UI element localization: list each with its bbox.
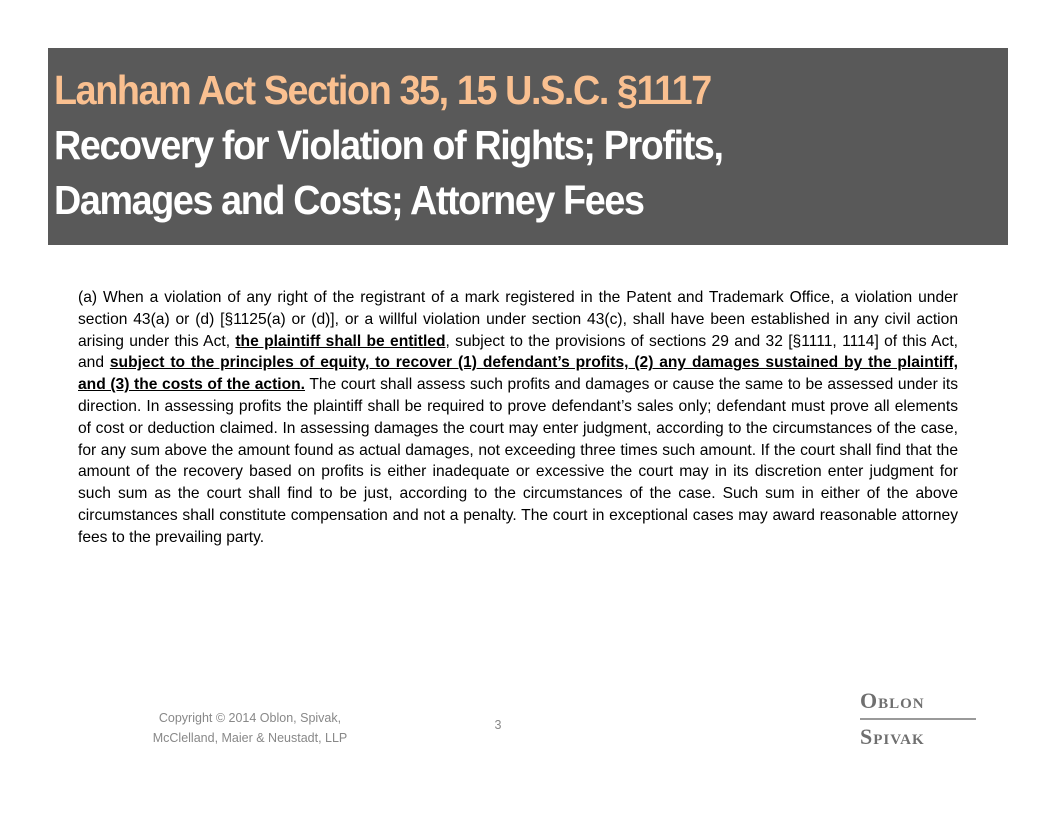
- copyright-line: McClelland, Maier & Neustadt, LLP: [152, 731, 348, 745]
- emphasized-clause: subject to the principles of equity, to recover (1) defendant’s profits, (2) any damages sustained by the plaintiff, and (3) the costs of the action.: [78, 354, 958, 394]
- copyright-line: Copyright © 2014 Oblon, Spivak,: [158, 711, 342, 725]
- firm-logo: [860, 688, 976, 754]
- page-number: 3: [494, 718, 502, 732]
- statute-text-segment: , subject to the provisions of sections 29 and 32 [§1111, 1114] of this Act, and: [78, 332, 959, 372]
- statute-text-segment: (a) When a violation of any right of the registrant of a mark registered in the Patent and Trademark Office, a violation under section 43(a) or (d) [§1125(a) or (d)], or a willful violation under section 43(c), shall have been established in any civil action arising under this Act,: [78, 289, 958, 350]
- slide-subtitle-line-2: Damages and Costs; Attorney Fees: [54, 177, 644, 223]
- title-bar: [48, 48, 1008, 245]
- logo-word: Spivak: [860, 724, 925, 749]
- emphasized-clause: the plaintiff shall be entitled: [235, 332, 446, 350]
- copyright-notice: [120, 708, 380, 748]
- statute-text: [78, 287, 958, 549]
- logo-word: Oblon: [860, 688, 976, 720]
- statute-text-segment: The court shall assess such profits and damages or cause the same to be assessed under its direction. In assessing profits the plaintiff shall be required to prove defendant’s sales only; defendant must prove all elements of cost or deduction claimed. In assessing damages the court may enter judgment, according to the circumstances of the case, for any sum above the amount found as actual damages, not exceeding three times such amount. If the court shall find that the amount of the recovery based on profits is either inadequate or excessive the court may in its discretion enter judgment for such sum as the court shall find to be just, according to the circumstances of the case. Such sum in either of the above circumstances shall constitute compensation and not a penalty. The court in exceptional cases may award reasonable attorney fees to the prevailing party.: [78, 376, 959, 546]
- slide-title: Lanham Act Section 35, 15 U.S.C. §1117: [54, 67, 711, 113]
- slide-subtitle-line-1: Recovery for Violation of Rights; Profits,: [54, 122, 723, 168]
